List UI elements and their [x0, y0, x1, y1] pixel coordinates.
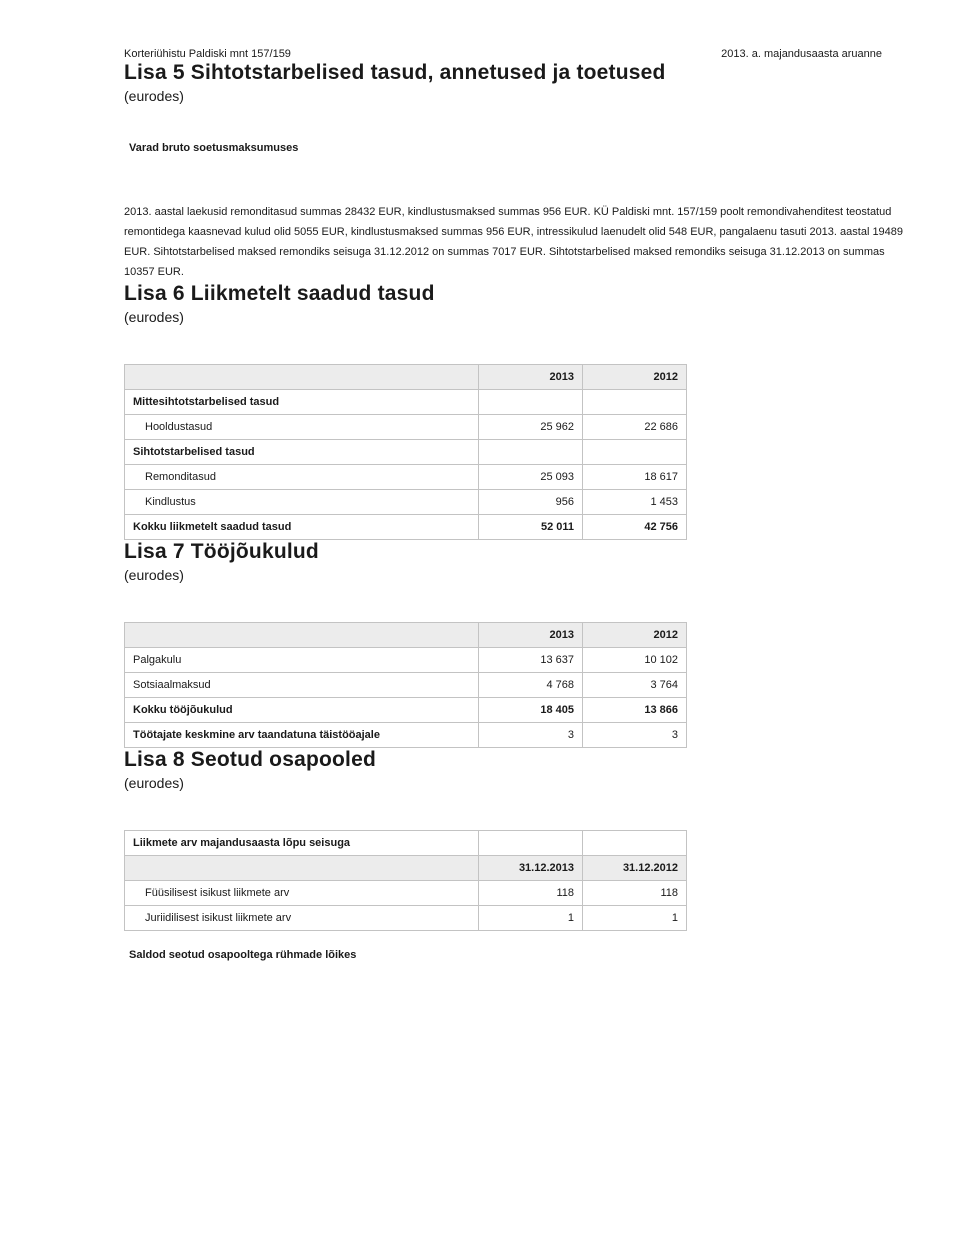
value-2013: 25 962 [479, 415, 583, 440]
value-2013: 4 768 [479, 673, 583, 698]
value-2012: 3 [583, 723, 687, 748]
lisa7-title: Lisa 7 Tööjõukulud [124, 540, 319, 563]
column-header-2013: 2013 [479, 365, 583, 390]
section-lisa8 [124, 748, 966, 962]
row-label: Kindlustus [125, 490, 479, 515]
value-2012 [583, 440, 687, 465]
column-header-31.12.2013: 31.12.2013 [479, 856, 583, 881]
value-2012: 1 453 [583, 490, 687, 515]
value-2013: 1 [479, 906, 583, 931]
row-label: Remonditasud [125, 465, 479, 490]
table-row [125, 723, 687, 748]
row-label: Kokku tööjõukulud [125, 698, 479, 723]
value-2013: 52 011 [479, 515, 583, 540]
value-2012: 18 617 [583, 465, 687, 490]
lisa8-footer-heading: Saldod seotud osapooltega rühmade lõikes [129, 949, 357, 961]
value-2013: 25 093 [479, 465, 583, 490]
value-2012: 10 102 [583, 648, 687, 673]
lisa6-subtitle: (eurodes) [124, 309, 184, 325]
table-header-row [125, 365, 687, 390]
header-right-text: 2013. a. majandusaasta aruanne [721, 48, 882, 60]
row-label: Juriidilisest isikust liikmete arv [125, 906, 479, 931]
value-2013: 18 405 [479, 698, 583, 723]
lisa7-table [124, 622, 687, 748]
lisa5-paragraph: 2013. aastal laekusid remonditasud summas 28432 EUR, kindlustusmaksed summas 956 EUR. KÜ Paldiski mnt. 157/159 poolt remondivahenditest teostatud remontidega kaasnevad kulud olid 5055 EUR, kindlustusmaksed summas 956 EUR, intressikulud laenudelt olid 548 EUR, pangalaenu tasuti 2013. aastal 19489 EUR. Sihtotstarbelised maksed remondiks seisuga 31.12.2012 on summas 7017 EUR. Sihtotstarbelised maksed remondiks seisuga 31.12.2013 on summas 10357 EUR. [124, 206, 904, 278]
column-header-empty [125, 856, 479, 881]
table-row [125, 440, 687, 465]
table-row [125, 648, 687, 673]
table-row [125, 465, 687, 490]
table-row [125, 906, 687, 931]
lisa6-title: Lisa 6 Liikmetelt saadud tasud [124, 282, 435, 305]
value-2012: 22 686 [583, 415, 687, 440]
column-header-31.12.2012: 31.12.2012 [583, 856, 687, 881]
row-label: Sihtotstarbelised tasud [125, 440, 479, 465]
value-2013: 13 637 [479, 648, 583, 673]
table-row [125, 490, 687, 515]
table-header-row [125, 623, 687, 648]
section-lisa7 [124, 540, 966, 748]
table-row [125, 415, 687, 440]
section-lisa6 [124, 282, 966, 540]
column-header-empty [125, 365, 479, 390]
value-2013: 956 [479, 490, 583, 515]
column-header-empty [125, 623, 479, 648]
value-2013 [479, 831, 583, 856]
value-2012: 42 756 [583, 515, 687, 540]
row-label: Mittesihtotstarbelised tasud [125, 390, 479, 415]
lisa5-title: Lisa 5 Sihtotstarbelised tasud, annetused ja toetused [124, 61, 666, 84]
document-header [124, 48, 882, 61]
column-header-2012: 2012 [583, 623, 687, 648]
table-caption-row [125, 831, 687, 856]
table-row [125, 881, 687, 906]
row-label: Palgakulu [125, 648, 479, 673]
value-2012: 3 764 [583, 673, 687, 698]
column-header-2013: 2013 [479, 623, 583, 648]
lisa8-table [124, 830, 687, 931]
table-header-row [125, 856, 687, 881]
lisa7-subtitle: (eurodes) [124, 567, 184, 583]
table-total-row [125, 698, 687, 723]
value-2012 [583, 831, 687, 856]
value-2013: 118 [479, 881, 583, 906]
lisa5-subtitle: (eurodes) [124, 88, 184, 104]
value-2013 [479, 390, 583, 415]
value-2013: 3 [479, 723, 583, 748]
row-label: Kokku liikmetelt saadud tasud [125, 515, 479, 540]
table-row [125, 390, 687, 415]
value-2012: 1 [583, 906, 687, 931]
row-label: Töötajate keskmine arv taandatuna täistööajale [125, 723, 479, 748]
row-label: Liikmete arv majandusaasta lõpu seisuga [125, 831, 479, 856]
lisa8-subtitle: (eurodes) [124, 775, 184, 791]
row-label: Füüsilisest isikust liikmete arv [125, 881, 479, 906]
value-2012 [583, 390, 687, 415]
value-2012: 13 866 [583, 698, 687, 723]
lisa5-subheading: Varad bruto soetusmaksumuses [129, 142, 299, 154]
row-label: Hooldustasud [125, 415, 479, 440]
value-2013 [479, 440, 583, 465]
value-2012: 118 [583, 881, 687, 906]
lisa6-table [124, 364, 687, 540]
lisa8-title: Lisa 8 Seotud osapooled [124, 748, 376, 771]
section-lisa5 [124, 61, 966, 282]
column-header-2012: 2012 [583, 365, 687, 390]
header-left-text: Korteriühistu Paldiski mnt 157/159 [124, 48, 291, 60]
row-label: Sotsiaalmaksud [125, 673, 479, 698]
table-row [125, 673, 687, 698]
table-total-row [125, 515, 687, 540]
